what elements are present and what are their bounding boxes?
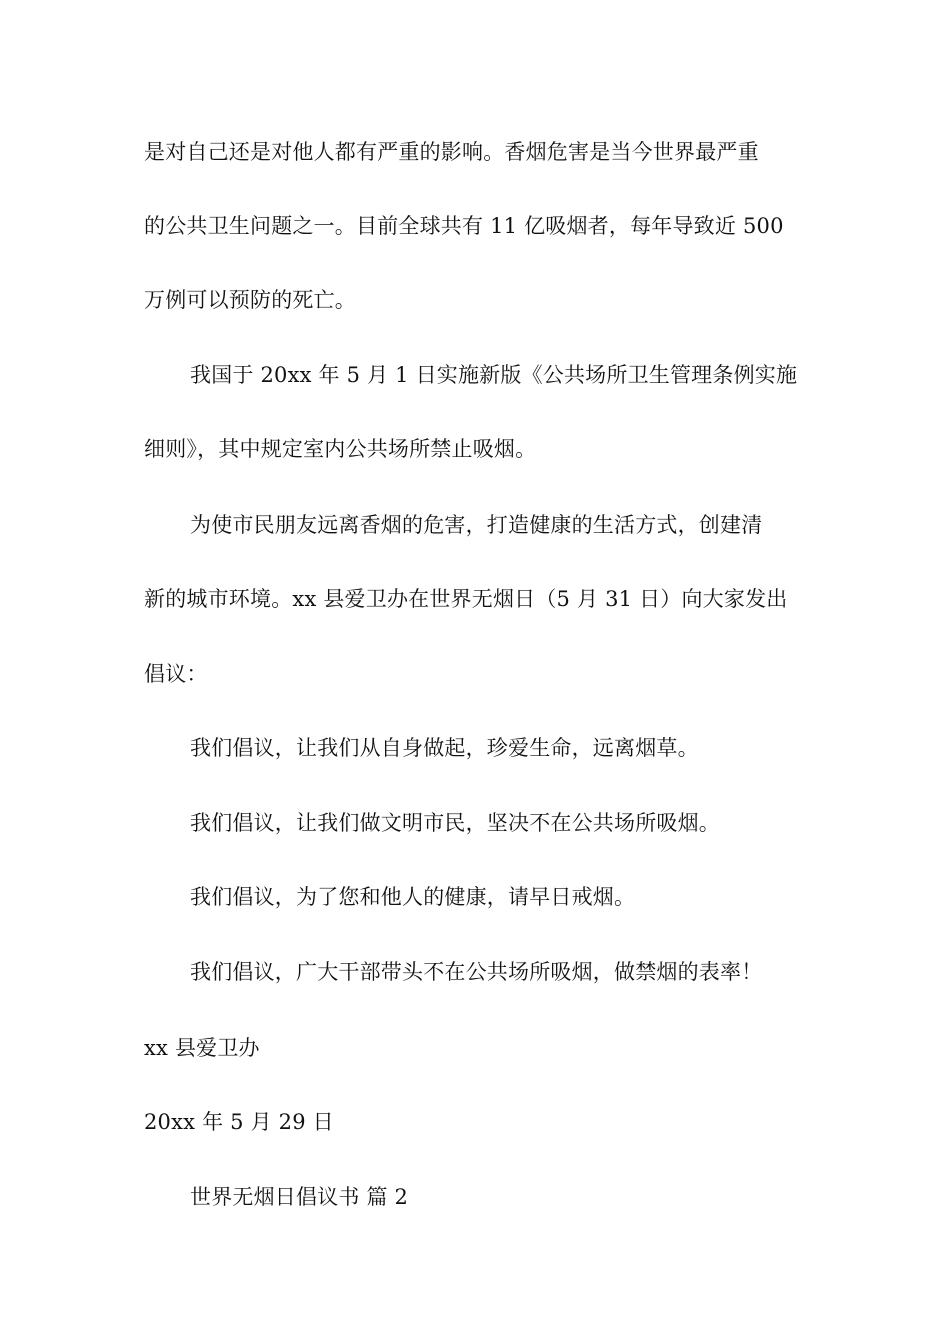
- signature-date: 20xx 年 5 月 29 日: [144, 1110, 334, 1134]
- proposal-line-4: 我们倡议，广大干部带头不在公共场所吸烟，做禁烟的表率！: [190, 960, 763, 984]
- paragraph-line-6: 为使市民朋友远离香烟的危害，打造健康的生活方式，创建清: [190, 513, 763, 537]
- proposal-line-2: 我们倡议，让我们做文明市民，坚决不在公共场所吸烟。: [190, 811, 720, 835]
- paragraph-line-1: 是对自己还是对他人都有严重的影响。香烟危害是当今世界最严重: [144, 140, 759, 164]
- proposal-line-1: 我们倡议，让我们从自身做起，珍爱生命，远离烟草。: [190, 736, 699, 760]
- paragraph-line-7: 新的城市环境。xx 县爱卫办在世界无烟日（5 月 31 日）向大家发出: [144, 587, 788, 611]
- paragraph-line-5: 细则》，其中规定室内公共场所禁止吸烟。: [144, 437, 537, 461]
- paragraph-line-4: 我国于 20xx 年 5 月 1 日实施新版《公共场所卫生管理条例实施: [190, 363, 798, 387]
- signature-organization: xx 县爱卫办: [144, 1036, 260, 1060]
- paragraph-line-2: 的公共卫生问题之一。目前全球共有 11 亿吸烟者，每年导致近 500: [144, 214, 784, 238]
- section-heading: 世界无烟日倡议书 篇 2: [190, 1185, 409, 1209]
- proposal-line-3: 我们倡议，为了您和他人的健康，请早日戒烟。: [190, 885, 636, 909]
- paragraph-line-3: 万例可以预防的死亡。: [144, 288, 356, 312]
- paragraph-line-8: 倡议：: [144, 662, 208, 686]
